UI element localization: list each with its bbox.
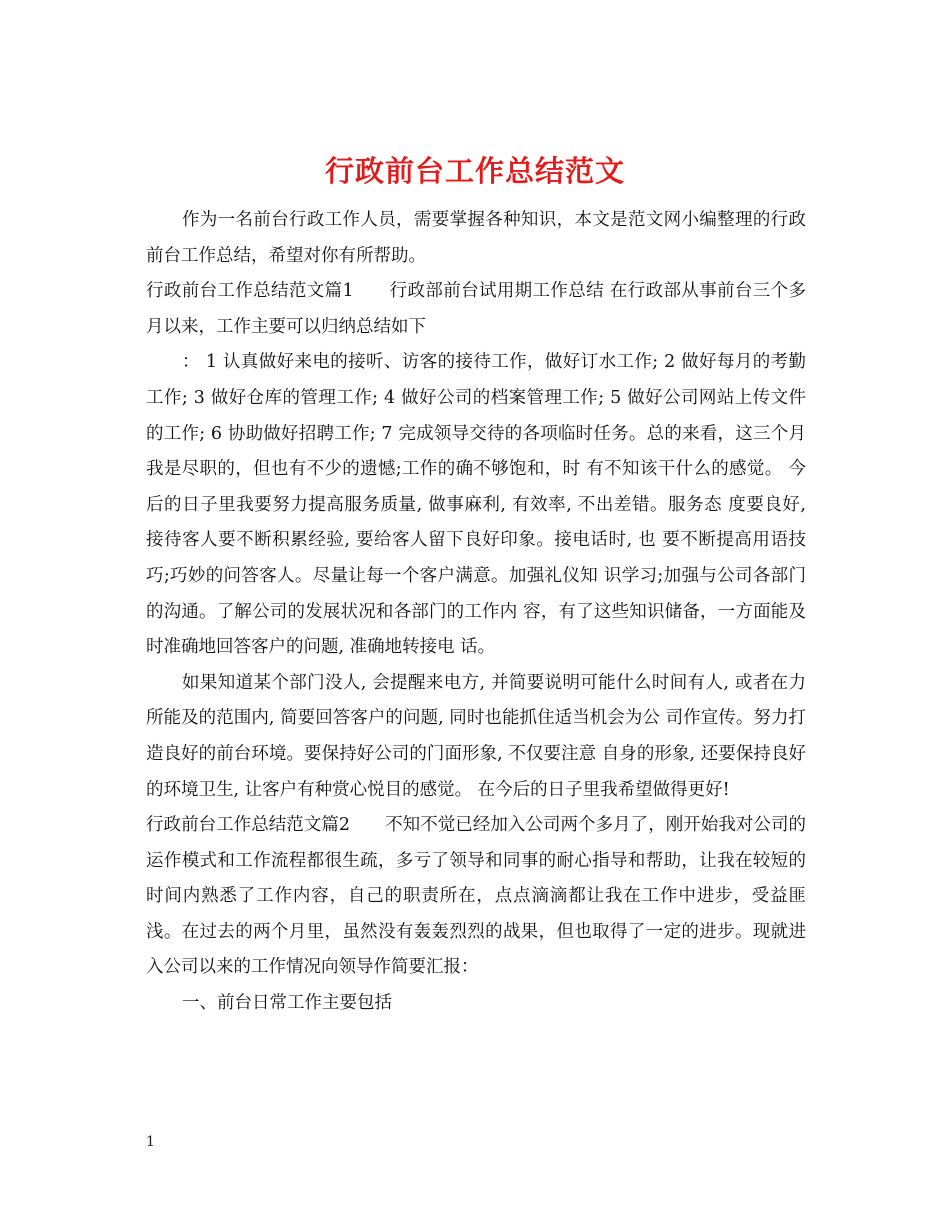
page-number: 1 <box>146 1134 155 1150</box>
paragraph-daily-work-heading: 一、前台日常工作主要包括 <box>182 993 392 1014</box>
paragraph-section-2-heading: 行政前台工作总结范文篇2 不知不觉已经加入公司两个多月了，刚开始我对公司的运作模式和工作流程都很生疏，多亏了领导和同事的耐心指导和帮助，让我在较短的时间内熟悉了工作内容，自己的职责所在，点点滴滴都让我在工作中进步，受益匪浅。在过去的两个月里，虽然没有轰轰烈烈的战果，但也取得了一定的进步。现就进入公司以来的工作情况向领导作简要汇报： <box>146 815 806 978</box>
document-title: 行政前台工作总结范文 <box>324 154 625 189</box>
paragraph-intro: 作为一名前台行政工作人员，需要掌握各种知识，本文是范文网小编整理的行政前台工作总结，希望对你有所帮助。 <box>146 210 806 266</box>
paragraph-duties-list: ： 1 认真做好来电的接听、访客的接待工作，做好订水工作; 2 做好每月的考勤工作; 3 做好仓库的管理工作; 4 做好公司的档案管理工作; 5 做好公司网站上传文件的工作; 6 协助做好招聘工作; 7 完成领导交待的各项临时任务。总的来看，这三个月我是尽职的，但也有不少的遗憾;工作的确不够饱和，时 有不知该干什么的感觉。 今后的日子里我要努力提高服务质量, 做事麻利, 有效率, 不出差错。服务态 度要良好, 接待客人要不断积累经验, 要给客人留下良好印象。接电话时, 也 要不断提高用语技巧;巧妙的问答客人。尽量让每一个客户满意。加强礼仪知 识学习;加强与公司各部门的沟通。了解公司的发展状况和各部门的工作内 容，有了这些知识储备，一方面能及时准确地回答客户的问题, 准确地转接电 话。 <box>146 352 806 658</box>
document-body <box>146 203 806 1022</box>
paragraph-section-1-heading: 行政前台工作总结范文篇1 行政部前台试用期工作总结 在行政部从事前台三个多月以来，工作主要可以归纳总结如下 <box>146 281 806 337</box>
paragraph-department-notice: 如果知道某个部门没人, 会提醒来电方, 并简要说明可能什么时间有人, 或者在力所能及的范围内, 简要回答客户的问题, 同时也能抓住适当机会为公 司作宣传。努力打造良好的前台环境。要保持好公司的门面形象, 不仅要注意 自身的形象, 还要保持良好的环境卫生, 让客户有种赏心悦目的感觉。 在今后的日子里我希望做得更好! <box>146 672 806 800</box>
